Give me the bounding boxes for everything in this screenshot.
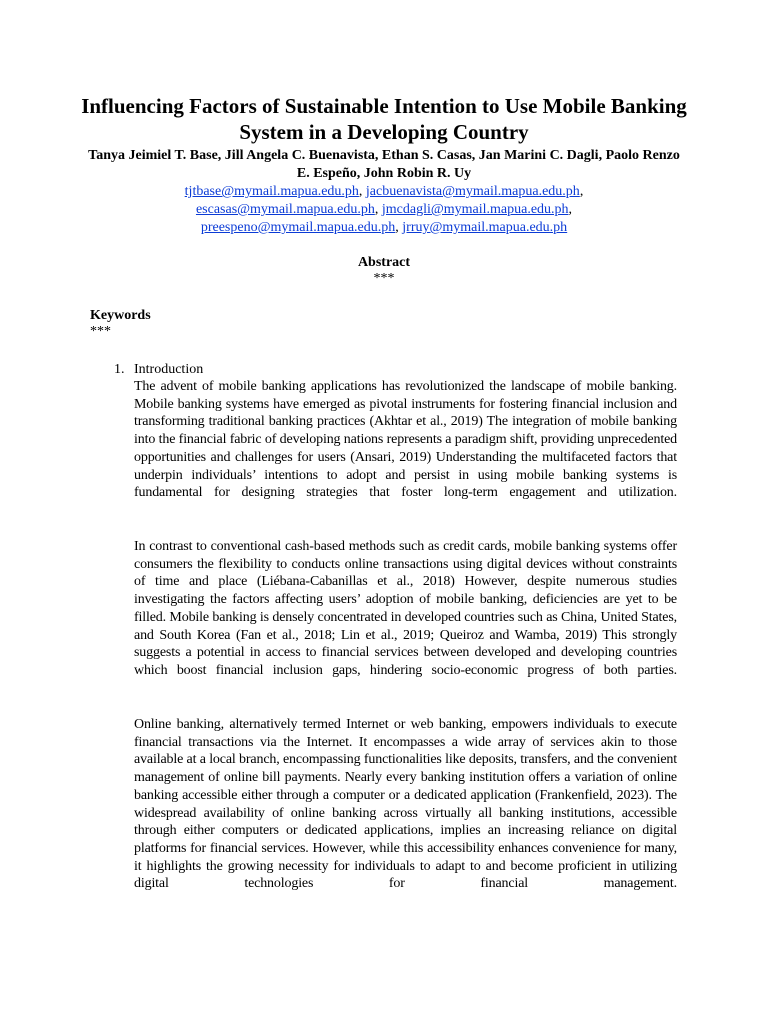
intro-paragraph: Online banking, alternatively termed Internet or web banking, empowers individuals to execute financial transactions via the Internet. It encompasses a wide array of services akin to those available at a local branch, encompassing functionalities like deposits, transfers, and the convenient management of online bill payments. Nearly every banking institution offers a variation of online banking accessible either through a computer or a dedicated application (Frankenfield, 2023). The widespread availability of online banking across virtually all banking institutions, accessible through either computers or dedicated applications, implies an increasing reliance on digital platforms for financial services. However, while this accessibility enhances convenience for many, it highlights the growing necessity for individuals to adapt to and become proficient in utilizing digital technologies for financial management. xyxy=(134,717,677,892)
author-emails: tjtbase@mymail.mapua.edu.ph, jacbuenavista@mymail.mapua.edu.ph, escasas@mymail.mapua.edu.ph, jmcdagli@mymail.mapua.edu.ph, preespeno@mymail.mapua.edu.ph, jrruy@mymail.mapua.edu.ph xyxy=(184,184,584,235)
author-list: Tanya Jeimiel T. Base, Jill Angela C. Buenavista, Ethan S. Casas, Jan Marini C. Dagli, Paolo Renzo E. Espeño, John Robin R. Uy xyxy=(88,148,680,181)
intro-paragraph: The advent of mobile banking applications has revolutionized the landscape of mobile banking. Mobile banking systems have emerged as pivotal instruments for fostering financial inclusion and transforming traditional banking practices (Akhtar et al., 2019) The integration of mobile banking into the financial fabric of developing nations represents a paradigm shift, providing unprecedented opportunities and challenges for users (Ansari, 2019) Understanding the multifaceted factors that underpin individuals’ intentions to adopt and persist in using mobile banking systems is fundamental for designing strategies that foster long-term engagement and utilization. xyxy=(134,379,677,501)
abstract-body: *** xyxy=(373,271,395,286)
email-link[interactable]: jmcdagli@mymail.mapua.edu.ph xyxy=(381,202,569,217)
keywords-heading: Keywords xyxy=(90,308,151,323)
abstract-heading: Abstract xyxy=(357,255,411,270)
section-number: 1. xyxy=(114,362,125,377)
email-link[interactable]: tjtbase@mymail.mapua.edu.ph xyxy=(184,184,359,199)
section-title: Introduction xyxy=(134,362,204,377)
email-link[interactable]: preespeno@mymail.mapua.edu.ph xyxy=(200,220,396,235)
email-link[interactable]: escasas@mymail.mapua.edu.ph xyxy=(195,202,375,217)
email-link[interactable]: jacbuenavista@mymail.mapua.edu.ph xyxy=(365,184,580,199)
email-link[interactable]: jrruy@mymail.mapua.edu.ph xyxy=(402,220,568,235)
paper-title: Influencing Factors of Sustainable Intention to Use Mobile Banking System in a Developing Country xyxy=(81,94,687,144)
intro-paragraph: In contrast to conventional cash-based methods such as credit cards, mobile banking systems offer consumers the flexibility to conducts online transactions using digital devices without constraints of time and place (Liébana-Cabanillas et al., 2018) However, despite numerous studies investigating the factors affecting users’ adoption of mobile banking, deficiencies are yet to be filled. Mobile banking is densely concentrated in developed countries such as China, United States, and South Korea (Fan et al., 2018; Lin et al., 2019; Queiroz and Wamba, 2019) This strongly suggests a potential in access to financial services between developed and developing countries which boost financial inclusion gaps, hindering socio-economic progress of both parties. xyxy=(134,539,677,678)
keywords-body: *** xyxy=(90,324,111,339)
